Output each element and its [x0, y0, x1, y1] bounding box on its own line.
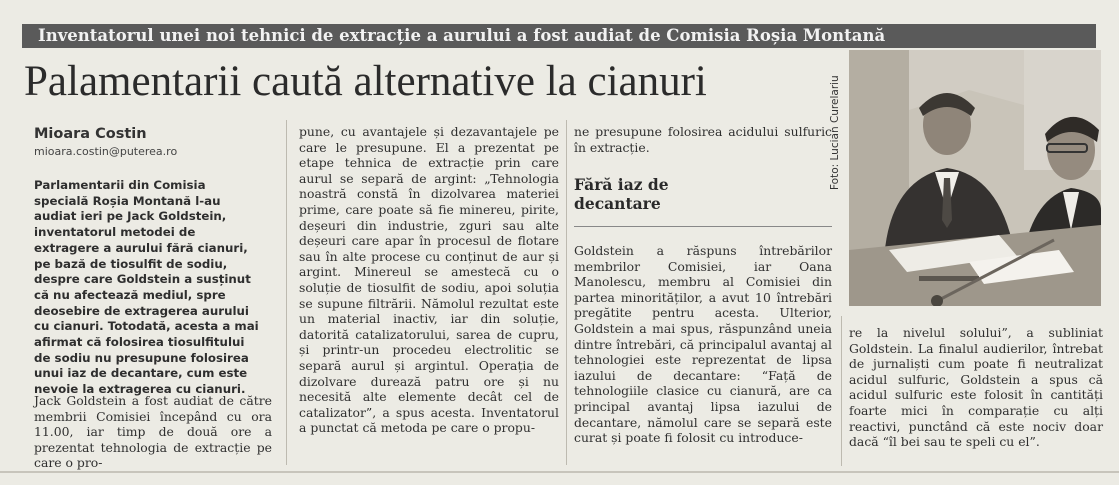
column-divider [841, 316, 842, 466]
column-divider [566, 120, 567, 465]
page-bottom-rule [0, 471, 1119, 473]
body-column-1: Jack Goldstein a fost audiat de către membrii Comisiei începând cu ora 11.00, iar timp de două ore a prezentat tehnologia de extracție pe care o pro- [34, 393, 272, 471]
article-kicker: Inventatorul unei noi tehnici de extracție a aurului a fost audiat de Comisia Roșia Montană [22, 24, 1096, 48]
article-photo [849, 50, 1101, 306]
body-column-2: pune, cu avantajele și dezavantajele pe care le presupune. El a prezentat pe etape tehnica de extracție prin care aurul se separă de argint: „Tehnologia noastră constă în dizolvarea materiei prime, care poate să fie minereu, pirite, deșeuri din industrie, zguri sau alte deșeuri care apar în procesul de flotare sau în alte procese cu conținut de aur și argint. Minereul se amestecă cu o soluție de tiosulfit de sodiu, apoi soluția se supune filtrării. Nămolul rezultat este un material inactiv, iar din soluție, datorită catalizatorului, sarea de cupru, și printr-un procedeu electrolitic se separă aurul și argintul. Operația de dizolvare durează patru ore și nu necesită alte elemente decât cel de catalizator”, a spus acesta. Inventatorul a punctat că metoda pe care o propu- [299, 124, 559, 436]
body-column-3: Goldstein a răspuns întrebărilor membrilor Comisiei, iar Oana Manolescu, membru al Comisiei din partea minorităților, a avut 10 întrebări pregătite pentru acesta. Ulterior, Goldstein a mai spus, răspunzând uneia dintre întrebări, că principalul avantaj al tehnologiei este reprezentat de lipsa iazului de decantare: “Față de tehnologiile clasice cu cianură, are ca principal avantaj lipsa iazului de decantare, nămolul care se separă este curat și poate fi folosit cu introduce- [574, 243, 832, 446]
section-subhead: Fără iaz de decantare [574, 175, 669, 213]
author-email[interactable]: mioara.costin@puterea.ro [34, 145, 178, 158]
photo-illustration [849, 50, 1101, 306]
article-headline: Palamentarii caută alternative la cianuri [24, 58, 707, 105]
photo-credit: Foto: Lucian Curelariu [829, 75, 841, 190]
article-lead: Parlamentarii din Comisia specială Roșia Montană l-au audiat ieri pe Jack Goldstein, inventatorul metodei de extragere a aurului fără cianuri, pe bază de tiosulfit de sodiu, despre care Goldstein a susținut că nu afectează mediul, spre deosebire de extragerea aurului cu cianuri. Totodată, acesta a mai afirmat că folosirea tiosulfitului de sodiu nu presupune folosirea unui iaz de decantare, cum este nevoie la extragerea cu cianuri. [34, 178, 259, 397]
column-divider [286, 120, 287, 465]
body-column-4: re la nivelul solului”, a subliniat Goldstein. La finalul audierilor, întrebat de jurnaliști cum poate fi neutralizat acidul sulfuric, Goldstein a spus că acidul sulfuric este folosit în cantități foarte mici în comparație cu alți reactivi, punctând că este nociv doar dacă “îl bei sau te speli cu el”. [849, 325, 1103, 450]
author-name: Mioara Costin [34, 126, 147, 142]
subhead-rule [574, 226, 832, 227]
body-column-3-top: ne presupune folosirea acidului sulfuric în extracție. [574, 124, 832, 155]
